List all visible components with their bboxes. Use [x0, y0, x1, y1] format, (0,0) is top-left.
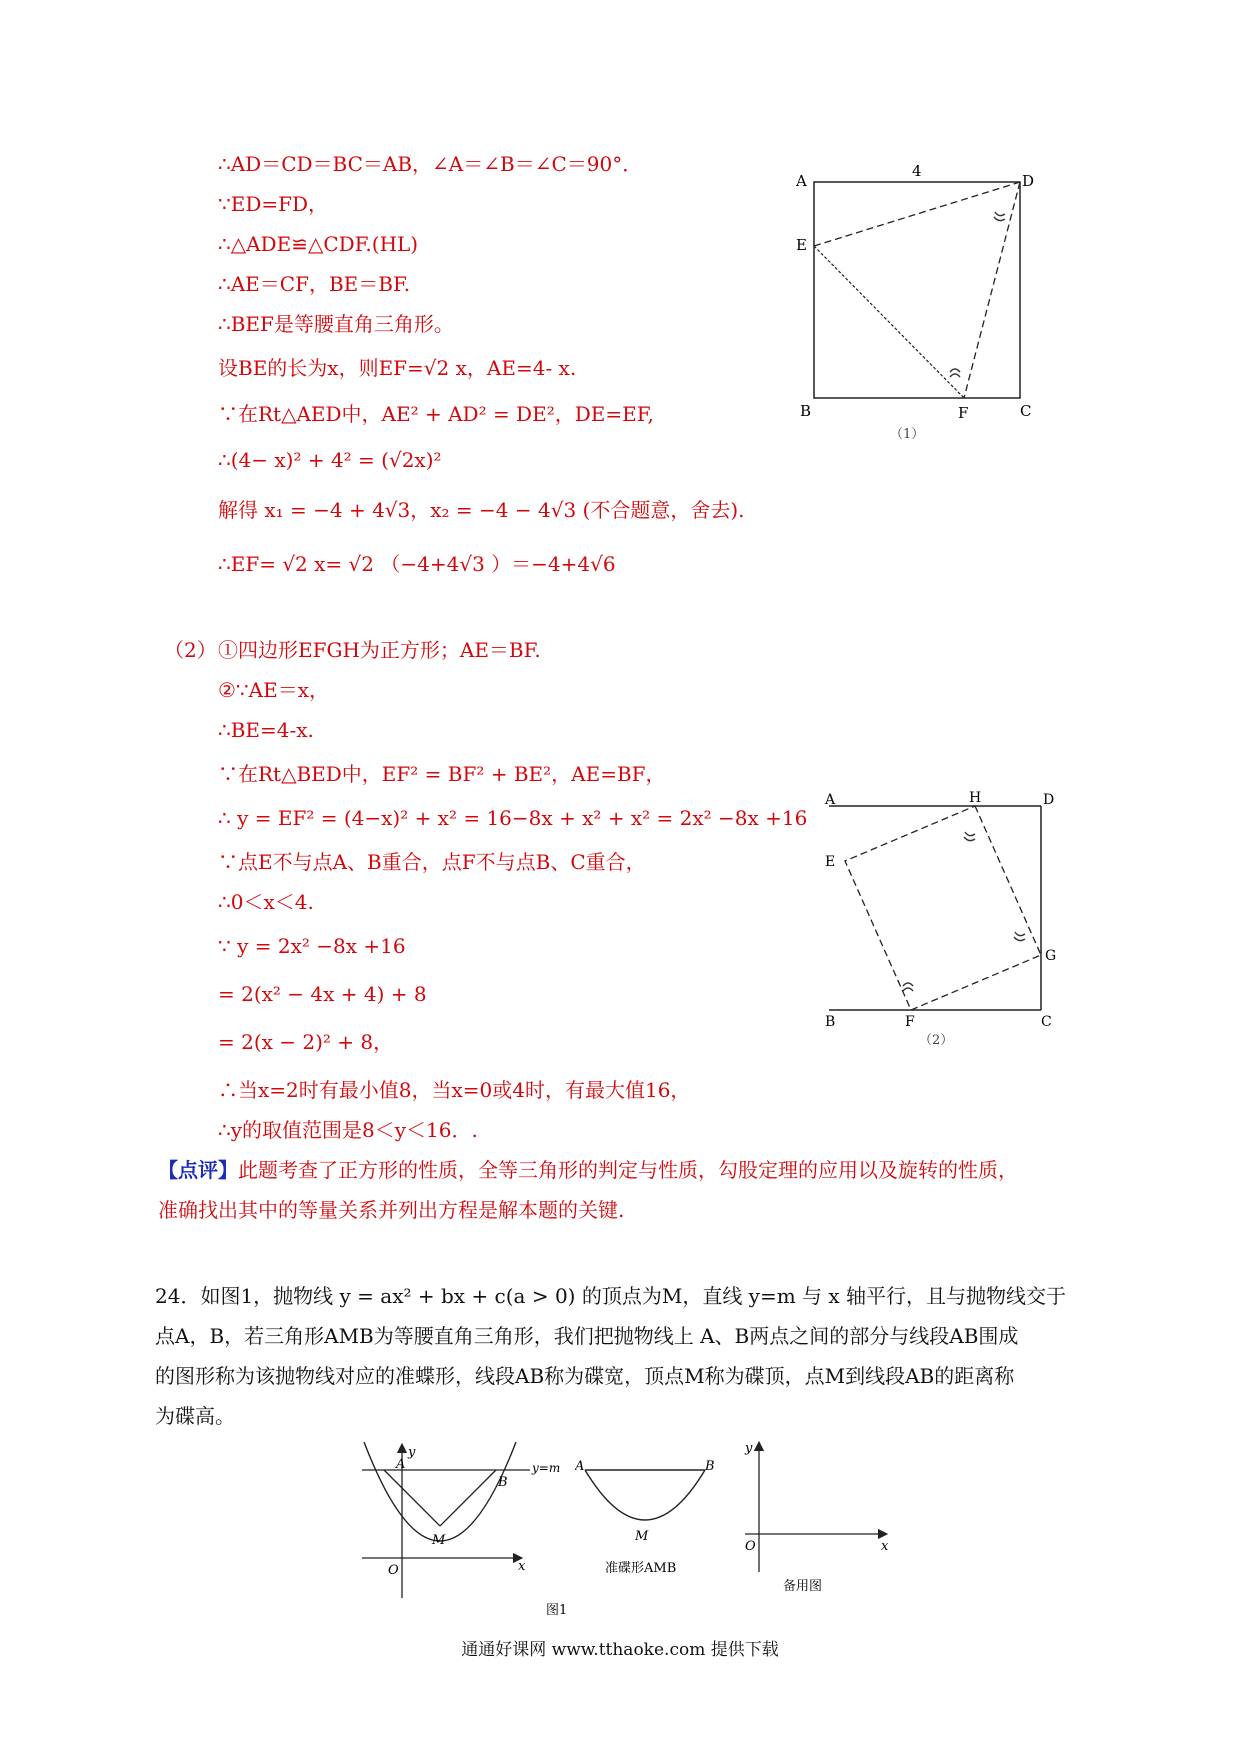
fig4-caption: 准碟形AMB	[605, 1561, 677, 1576]
fig4-point-b: B	[705, 1459, 715, 1474]
figure-5-axes	[735, 1438, 895, 1598]
figure-3-parabola	[350, 1440, 570, 1620]
fig2-point-c: C	[1041, 1014, 1052, 1030]
fig5-origin: O	[745, 1539, 756, 1554]
fig3-caption: 图1	[546, 1603, 568, 1618]
fig1-caption: （1）	[890, 427, 925, 442]
fig1-point-d: D	[1022, 172, 1035, 190]
figure-1-square	[790, 160, 1060, 450]
part1-line-8: ∴(4− x)² + 4² = (√2x)²	[218, 448, 442, 472]
part1-line-3: ∴△ADE≌△CDF.(HL)	[218, 232, 419, 256]
part2-line-7: ∴0＜x＜4.	[218, 890, 314, 914]
part2-line-5: ∴ y = EF² = (4−x)² + x² = 16−8x + x² + x² = 2x² −8x +16	[218, 806, 808, 830]
fig2-caption: （2）	[919, 1033, 954, 1048]
part2-line-10: = 2(x − 2)² + 8，	[218, 1030, 394, 1054]
part2-line-11: ∴当x=2时有最小值8，当x=0或4时，有最大值16，	[218, 1078, 691, 1102]
fig2-point-e: E	[825, 854, 836, 870]
q24-line-2: 点A，B，若三角形AMB为等腰直角三角形，我们把抛物线上 A、B两点之间的部分与线段AB围成	[155, 1324, 1019, 1348]
fig5-caption: 备用图	[783, 1579, 823, 1594]
figure-4-butterfly	[575, 1450, 725, 1580]
fig2-point-a: A	[825, 792, 836, 808]
part1-line-4: ∴AE＝CF，BE＝BF.	[218, 272, 411, 296]
fig3-x-label: x	[518, 1559, 526, 1574]
part1-line-5: ∴BEF是等腰直角三角形。	[218, 312, 454, 336]
part2-line-12: ∴y的取值范围是8＜y＜16．.	[218, 1118, 478, 1142]
part2-line-3: ∴BE=4-x.	[218, 718, 314, 742]
part2-line-2: ②∵AE＝x，	[218, 678, 329, 702]
fig1-point-e: E	[796, 236, 807, 254]
fig4-point-m: M	[635, 1529, 649, 1544]
fig3-point-m: M	[432, 1533, 446, 1548]
comment-line-2: 准确找出其中的等量关系并列出方程是解本题的关键.	[158, 1198, 625, 1222]
fig1-point-c: C	[1020, 402, 1032, 420]
fig2-point-d: D	[1043, 792, 1055, 808]
fig3-y-label: y	[408, 1445, 416, 1460]
fig2-point-b: B	[825, 1014, 836, 1030]
fig2-point-g: G	[1045, 948, 1057, 964]
part2-line-1: ①四边形EFGH为正方形；AE＝BF.	[218, 638, 541, 662]
part1-line-9: 解得 x₁ = −4 + 4√3，x₂ = −4 − 4√3 (不合题意，舍去).	[218, 498, 745, 522]
q24-line-4: 为碟高。	[155, 1404, 235, 1428]
q24-line-1: 24．如图1，抛物线 y = ax² + bx + c(a > 0) 的顶点为M，直线 y=m 与 x 轴平行，且与抛物线交于	[155, 1284, 1067, 1308]
fig1-side-label: 4	[912, 162, 922, 180]
fig2-point-f: F	[905, 1014, 915, 1030]
comment-text-1: 此题考查了正方形的性质，全等三角形的判定与性质，勾股定理的应用以及旋转的性质，	[238, 1158, 1018, 1182]
comment-tag: 【点评】	[158, 1158, 238, 1182]
part1-line-7: ∵在Rt△AED中，AE² + AD² = DE²，DE=EF,	[218, 402, 654, 426]
page-footer: 通通好课网 www.tthaoke.com 提供下载	[461, 1640, 779, 1660]
comment-line-1	[158, 1156, 1018, 1184]
fig3-line-label: y=m	[532, 1461, 561, 1475]
fig3-origin: O	[388, 1563, 399, 1578]
part1-line-10: ∴EF= √2 x= √2 （−4+4√3 ）＝−4+4√6	[218, 552, 616, 576]
figure-2-square	[815, 790, 1065, 1050]
fig4-point-a: A	[575, 1459, 585, 1474]
fig5-x-label: x	[881, 1539, 889, 1554]
part1-line-1: ∴AD＝CD＝BC＝AB，∠A＝∠B＝∠C＝90°．	[218, 152, 643, 176]
fig1-point-f: F	[958, 404, 969, 422]
fig3-point-a: A	[396, 1457, 406, 1472]
fig1-point-b: B	[800, 402, 812, 420]
fig3-point-b: B	[498, 1475, 508, 1490]
part2-line-6: ∵点E不与点A、B重合，点F不与点B、C重合，	[218, 850, 646, 874]
fig2-point-h: H	[969, 790, 982, 806]
part2-line-4: ∵在Rt△BED中，EF² = BF² + BE²，AE=BF，	[218, 762, 666, 786]
fig5-y-label: y	[745, 1441, 753, 1456]
fig1-point-a: A	[796, 172, 807, 190]
part2-line-8: ∵ y = 2x² −8x +16	[218, 934, 406, 958]
part1-line-2: ∵ED=FD，	[218, 192, 329, 216]
part1-line-6: 设BE的长为x，则EF=√2 x，AE=4- x.	[218, 356, 577, 380]
q24-line-3: 的图形称为该抛物线对应的准蝶形，线段AB称为碟宽，顶点M称为碟顶，点M到线段AB的距离称	[155, 1364, 1015, 1388]
part2-label: （2）	[164, 638, 217, 662]
part2-line-9: = 2(x² − 4x + 4) + 8	[218, 982, 427, 1006]
